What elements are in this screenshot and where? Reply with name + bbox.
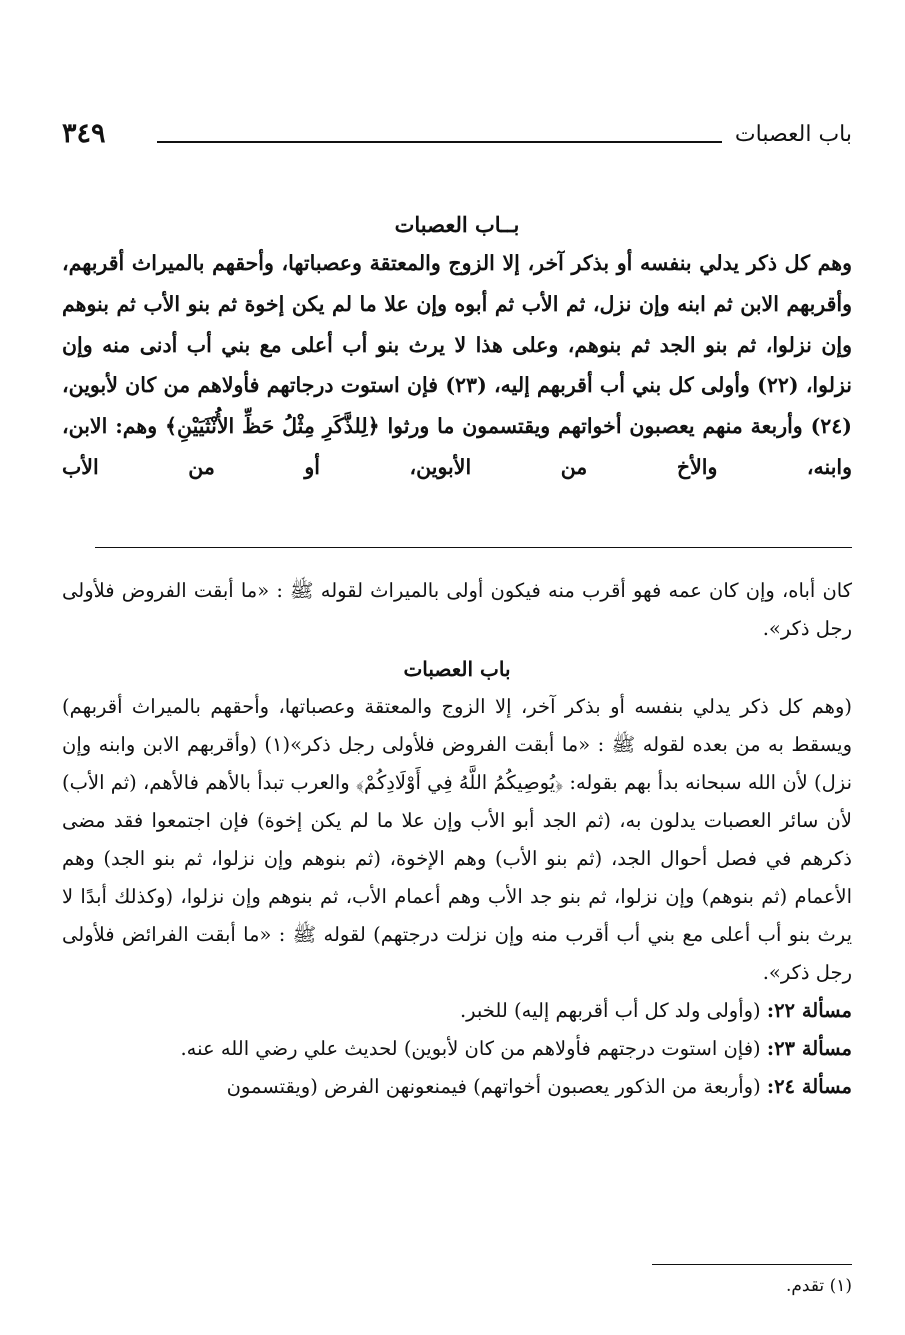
- masala-text: (فإن استوت درجتهم فأولاهم من كان لأبوين) لحديث علي رضي الله عنه.: [180, 1037, 761, 1060]
- masala-24: [62, 1068, 852, 1106]
- running-header: [62, 118, 852, 158]
- header-section-title: باب العصبات: [734, 122, 852, 147]
- commentary-body: (وهم كل ذكر يدلي بنفسه أو بذكر آخر، إلا الزوج والمعتقة وعصباتها، وأحقهم بالميراث أقربهم) ويسقط به من بعده لقوله ﷺ : «ما أبقت الفروض فلأولى رجل ذكر»(١) (وأقربهم الابن وابنه وإن نزل) لأن الله سبحانه بدأ بهم بقوله: ﴿يُوصِيكُمُ اللَّهُ فِي أَوْلَادِكُمْ﴾ والعرب تبدأ بالأهم فالأهم، (ثم الأب) لأن سائر العصبات يدلون به، (ثم الجد أبو الأب وإن علا ما لم يكن إخوة) فإن اجتمعوا فقد مضى ذكرهم في فصل أحوال الجد، (ثم بنو الأب) وهم الإخوة، (ثم بنوهم وإن نزلوا، ثم بنو الجد) وهم الأعمام (ثم بنوهم) وإن نزلوا، ثم بنو جد الأب وهم أعمام الأب، ثم بنوهم وإن نزلوا، (وكذلك أبدًا لا يرث بنو أب أعلى مع بني أب أقرب منه وإن نزلت درجتهم) لقوله ﷺ : «ما أبقت الفرائض فلأولى رجل ذكر».: [62, 695, 852, 984]
- section-divider: [95, 547, 852, 548]
- header-rule: [157, 141, 722, 143]
- commentary-intro: كان أباه، وإن كان عمه فهو أقرب منه فيكون أولى بالميراث لقوله ﷺ : «ما أبقت الفروض فلأولى رجل ذكر».: [62, 579, 852, 640]
- footnote-rule: [652, 1264, 852, 1265]
- masala-text: (وأربعة من الذكور يعصبون أخواتهم) فيمنعونهن الفرض (ويقتسمون: [226, 1075, 761, 1098]
- masala-label: مسألة ٢٤:: [766, 1075, 852, 1098]
- commentary-block: [62, 572, 852, 1106]
- main-heading: بــاب العصبات: [394, 212, 520, 237]
- masala-22: [62, 992, 852, 1030]
- masala-label: مسألة ٢٢:: [766, 999, 852, 1022]
- masala-text: (وأولى ولد كل أب أقربهم إليه) للخبر.: [459, 999, 761, 1022]
- main-paragraph: وهم كل ذكر يدلي بنفسه أو بذكر آخر، إلا الزوج والمعتقة وعصباتها، وأحقهم بالميراث أقربهم، وأقربهم الابن ثم ابنه وإن نزل، ثم الأب ثم أبوه وإن علا ما لم يكن إخوة ثم بنو الأب ثم بنوهم وإن نزلوا، ثم بنو الجد ثم بنوهم، وعلى هذا لا يرث بنو أب أعلى مع بني أب أدنى منه وإن نزلوا، (٢٢) وأولى كل بني أب أقربهم إليه، (٢٣) فإن استوت درجاتهم فأولاهم من كان لأبوين، (٢٤) وأربعة منهم يعصبون أخواتهم ويقتسمون ما ورثوا ﴿لِلذَّكَرِ مِثْلُ حَظِّ الأُنْثَيَيْنِ﴾ وهم: الابن، وابنه، والأخ من الأبوين، أو من الأب: [62, 251, 852, 479]
- masala-23: [62, 1030, 852, 1068]
- page-number: ٣٤٩: [62, 118, 106, 149]
- footnote: (١) تقدم.: [785, 1276, 852, 1296]
- masala-label: مسألة ٢٣:: [766, 1037, 852, 1060]
- main-text-block: [62, 212, 852, 488]
- commentary-heading: باب العصبات: [403, 657, 511, 681]
